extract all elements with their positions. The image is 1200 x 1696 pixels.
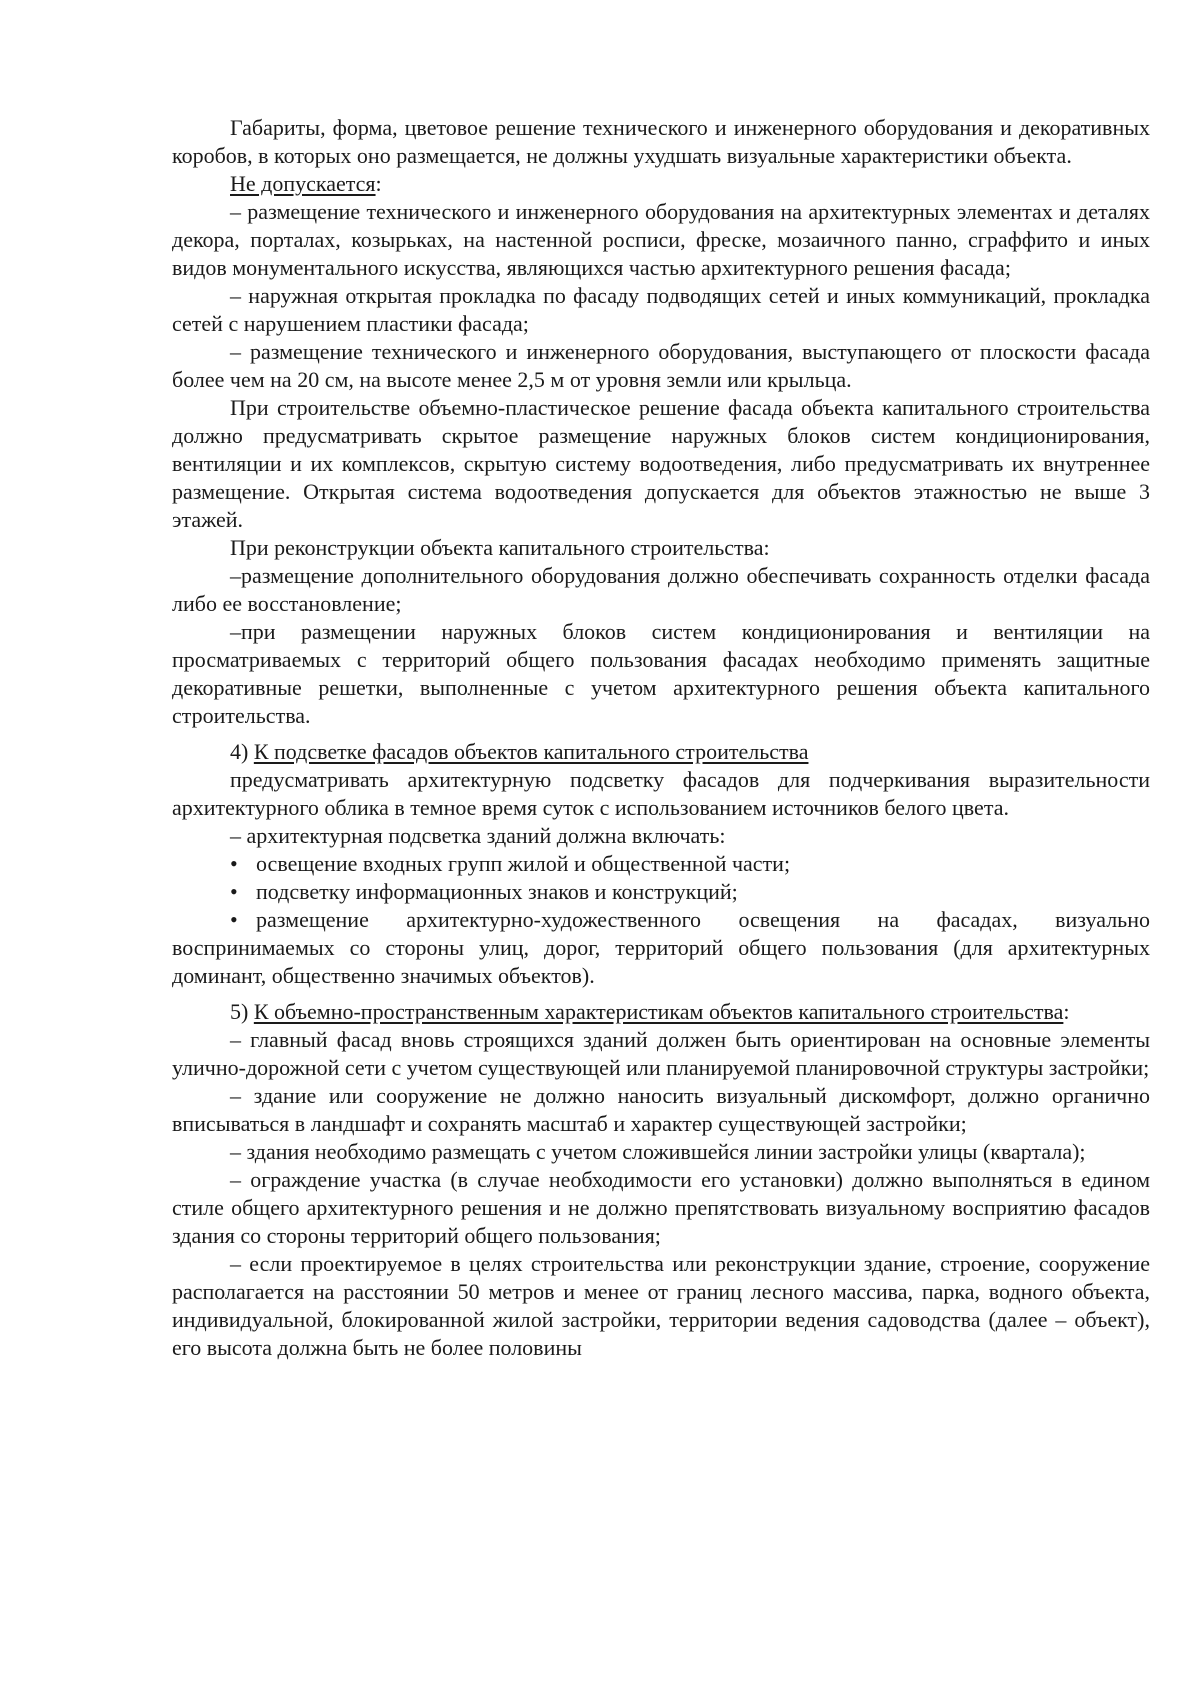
list-item: –при размещении наружных блоков систем кондиционирования и вентиляции на просматриваемых с территорий общего пользования фасадах необходимо применять защитные декоративные решетки, выполненные с учетом архитектурного решения объекта капитального строительства. [172, 619, 1150, 728]
list-item: – размещение технического и инженерного оборудования на архитектурных элементах и деталях декора, порталах, козырьках, на настенной росписи, фреске, мозаичного панно, сграффито и иных видов монументального искусства, являющихся частью архитектурного решения фасада; [172, 199, 1150, 280]
paragraph [172, 170, 1150, 198]
list-item: – наружная открытая прокладка по фасаду подводящих сетей и иных коммуникаций, прокладка сетей с нарушением пластики фасада; [172, 283, 1150, 336]
list-item: – здания необходимо размещать с учетом сложившейся линии застройки улицы (квартала); [230, 1139, 1086, 1164]
paragraph: При реконструкции объекта капитального строительства: [230, 535, 770, 560]
bullet-icon: • [230, 907, 238, 932]
list-item: – главный фасад вновь строящихся зданий должен быть ориентирован на основные элементы улично-дорожной сети с учетом существующей или планируемой планировочной структуры застройки; [172, 1027, 1150, 1080]
heading-tail: : [375, 171, 382, 196]
bullet-item [172, 878, 1150, 906]
heading-tail: : [1063, 999, 1070, 1024]
section-heading [172, 998, 1150, 1026]
list-item: – здание или сооружение не должно наносить визуальный дискомфорт, должно органично вписываться в ландшафт и сохранять масштаб и характер существующей застройки; [172, 1083, 1150, 1136]
bullet-item [172, 850, 1150, 878]
underlined-heading: Не допускается [230, 171, 376, 196]
bullet-item [172, 906, 1150, 990]
list-item: –размещение дополнительного оборудования должно обеспечивать сохранность отделки фасада либо ее восстановление; [172, 563, 1150, 616]
underlined-heading: К объемно-пространственным характеристикам объектов капитального строительства [253, 999, 1064, 1024]
paragraph: При строительстве объемно-пластическое решение фасада объекта капитального строительства должно предусматривать скрытое размещение наружных блоков систем кондиционирования, вентиляции и их комплексов, скрытую систему водоотведения, либо предусматривать их внутреннее размещение. Открытая система водоотведения допускается для объектов этажностью не выше 3 этажей. [172, 395, 1150, 532]
bullet-text: размещение архитектурно-художественного освещения на фасадах, визуально воспринимаемых со стороны улиц, дорог, территорий общего пользования (для архитектурных доминант, общественно значимых объектов). [172, 907, 1150, 988]
list-item: – размещение технического и инженерного оборудования, выступающего от плоскости фасада более чем на 20 см, на высоте менее 2,5 м от уровня земли или крыльца. [172, 339, 1150, 392]
section-number: 5) [230, 999, 254, 1024]
paragraph: Габариты, форма, цветовое решение технического и инженерного оборудования и декоративных коробов, в которых оно размещается, не должны ухудшать визуальные характеристики объекта. [172, 115, 1150, 168]
paragraph: предусматривать архитектурную подсветку фасадов для подчеркивания выразительности архитектурного облика в темное время суток с использованием источников белого цвета. [172, 767, 1150, 820]
underlined-heading: К подсветке фасадов объектов капитального строительства [253, 739, 809, 764]
bullet-text: освещение входных групп жилой и общественной части; [256, 851, 791, 876]
list-item: – архитектурная подсветка зданий должна включать: [230, 823, 726, 848]
list-item: – если проектируемое в целях строительства или реконструкции здание, строение, сооружение располагается на расстоянии 50 метров и менее от границ лесного массива, парка, водного объекта, индивидуальной, блокированной жилой застройки, территории ведения садоводства (далее – объект), его высота должна быть не более половины [172, 1251, 1150, 1360]
bullet-icon: • [230, 851, 238, 876]
bullet-icon: • [230, 879, 238, 904]
document-page [172, 114, 1150, 1362]
section-heading [172, 738, 1150, 766]
bullet-text: подсветку информационных знаков и конструкций; [256, 879, 738, 904]
list-item: – ограждение участка (в случае необходимости его установки) должно выполняться в едином стиле общего архитектурного решения и не должно препятствовать визуальному восприятию фасадов здания со стороны территорий общего пользования; [172, 1167, 1150, 1248]
section-number: 4) [230, 739, 254, 764]
